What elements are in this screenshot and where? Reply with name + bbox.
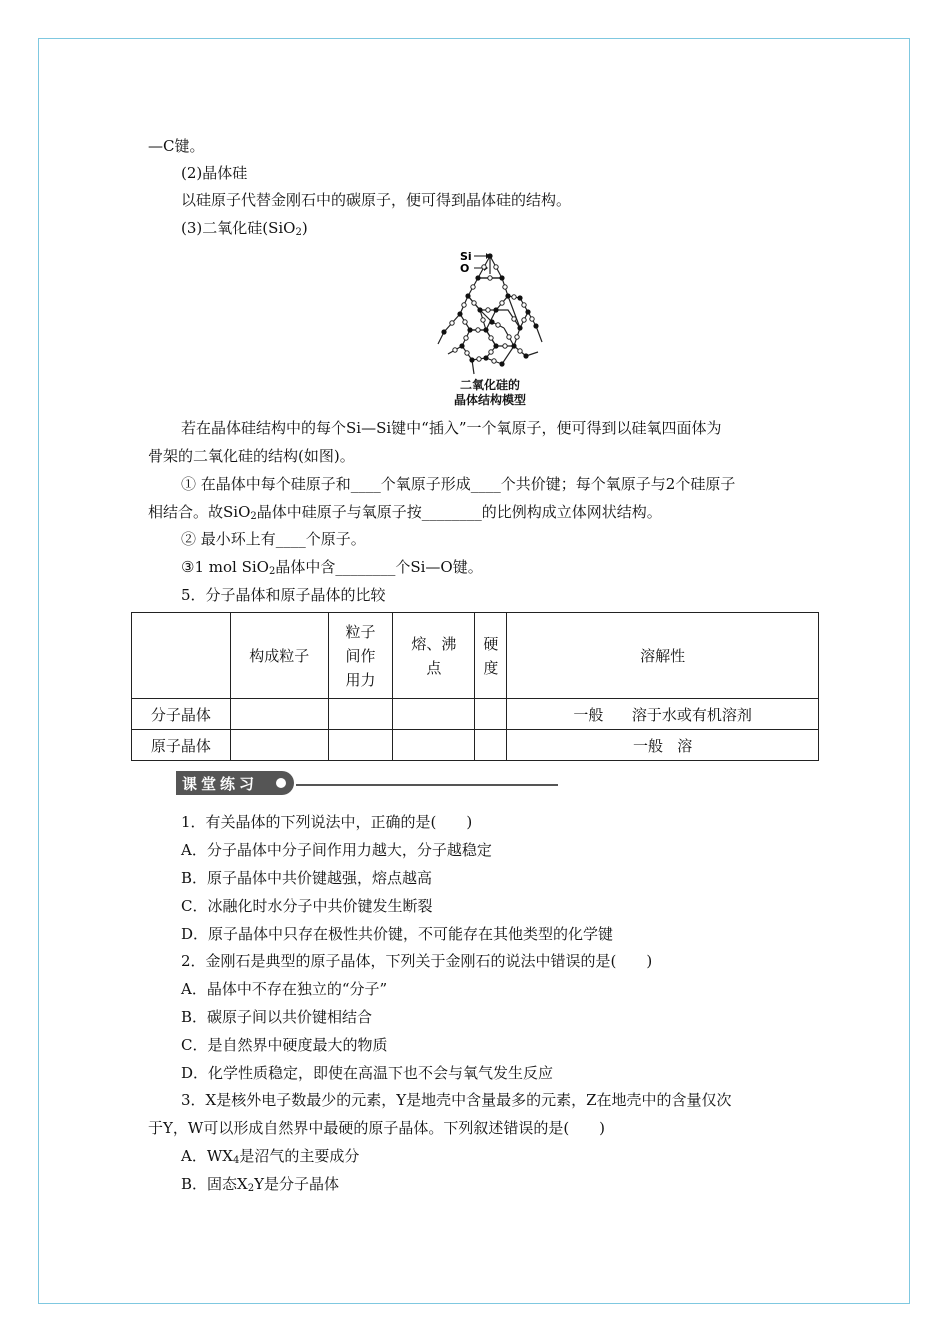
- option: A．$WX_4$是沼气的主要成分: [181, 1147, 360, 1166]
- text-line: ③1 mol SiO$_2$晶体中含________个Si—O键。: [181, 558, 483, 577]
- section-banner: [176, 771, 296, 795]
- table-cell: [230, 699, 328, 730]
- option: D．原子晶体中只存在极性共价键，不可能存在其他类型的化学键: [181, 925, 614, 943]
- silica-structure-figure: [430, 246, 550, 411]
- section-heading-silica: (3)二氧化硅(SiO$_2$): [181, 219, 308, 238]
- table-cell: 分子晶体: [132, 699, 231, 730]
- table-header-cell: 粒子 间作 用力: [328, 613, 393, 699]
- table-header-cell: [132, 613, 231, 699]
- o-label: O: [460, 262, 470, 275]
- banner-title: 课堂练习: [182, 775, 259, 793]
- figure-caption: 二氧化硅的: [459, 378, 520, 392]
- section-heading-crystal-silicon: (2)晶体硅: [181, 164, 248, 182]
- option: A．分子晶体中分子间作用力越大，分子越稳定: [181, 841, 492, 859]
- table-cell: 一般 溶: [507, 730, 819, 761]
- text-line: ② 最小环上有____个原子。: [181, 530, 366, 548]
- si-label: Si: [460, 250, 472, 263]
- option: C．是自然界中硬度最大的物质: [181, 1036, 388, 1054]
- option: A．晶体中不存在独立的“分子”: [181, 980, 388, 998]
- text-line: 以硅原子代替金刚石中的碳原子，便可得到晶体硅的结构。: [181, 191, 572, 209]
- table-cell: [475, 699, 507, 730]
- silica-lattice-diagram: [430, 246, 550, 376]
- bullet-dot-icon: [276, 778, 286, 788]
- table-row: [132, 730, 819, 761]
- table-header-row: [132, 613, 819, 699]
- table-header-cell: 熔、沸 点: [393, 613, 475, 699]
- question-2: 2．金刚石是典型的原子晶体，下列关于金刚石的说法中错误的是( ): [181, 952, 653, 970]
- table-cell: 一般 溶于水或有机溶剂: [507, 699, 819, 730]
- table-cell: [328, 730, 393, 761]
- table-cell: [328, 699, 393, 730]
- question-3-continued: 于Y，W可以形成自然界中最硬的原子晶体。下列叙述错误的是( ): [148, 1119, 606, 1137]
- table-cell: [230, 730, 328, 761]
- figure-caption: 晶体结构模型: [453, 393, 526, 407]
- table-header-cell: 硬 度: [475, 613, 507, 699]
- text-line: 若在晶体硅结构中的每个Si—Si键中“插入”一个氧原子，便可得到以硅氧四面体为: [181, 419, 722, 437]
- question-3: 3．X是核外电子数最少的元素，Y是地壳中含量最多的元素，Z在地壳中的含量仅次: [181, 1091, 732, 1109]
- section-heading-comparison: 5．分子晶体和原子晶体的比较: [181, 586, 386, 604]
- table-cell: 原子晶体: [132, 730, 231, 761]
- table-cell: [393, 730, 475, 761]
- option: B．原子晶体中共价键越强，熔点越高: [181, 869, 433, 887]
- option: D．化学性质稳定，即使在高温下也不会与氧气发生反应: [181, 1064, 554, 1082]
- table-header-cell: 构成粒子: [230, 613, 328, 699]
- text-line: ① 在晶体中每个硅原子和____个氧原子形成____个共价键；每个氧原子与2个硅原子: [181, 475, 736, 493]
- text-line: —C键。: [148, 137, 205, 155]
- question-1: 1．有关晶体的下列说法中，正确的是( ): [181, 813, 473, 831]
- option: B．碳原子间以共价键相结合: [181, 1008, 373, 1026]
- option: C．冰融化时水分子中共价键发生断裂: [181, 897, 433, 915]
- table-cell: [393, 699, 475, 730]
- table-cell: [475, 730, 507, 761]
- text-line: 相结合。故SiO$_2$晶体中硅原子与氧原子按________的比例构成立体网状结构。: [148, 503, 662, 522]
- table-header-cell: 溶解性: [507, 613, 819, 699]
- comparison-table: [131, 612, 819, 761]
- option: B．固态$X_2Y$是分子晶体: [181, 1175, 339, 1194]
- banner-divider: [296, 784, 558, 786]
- text-line: 骨架的二氧化硅的结构(如图)。: [148, 447, 355, 465]
- table-row: [132, 699, 819, 730]
